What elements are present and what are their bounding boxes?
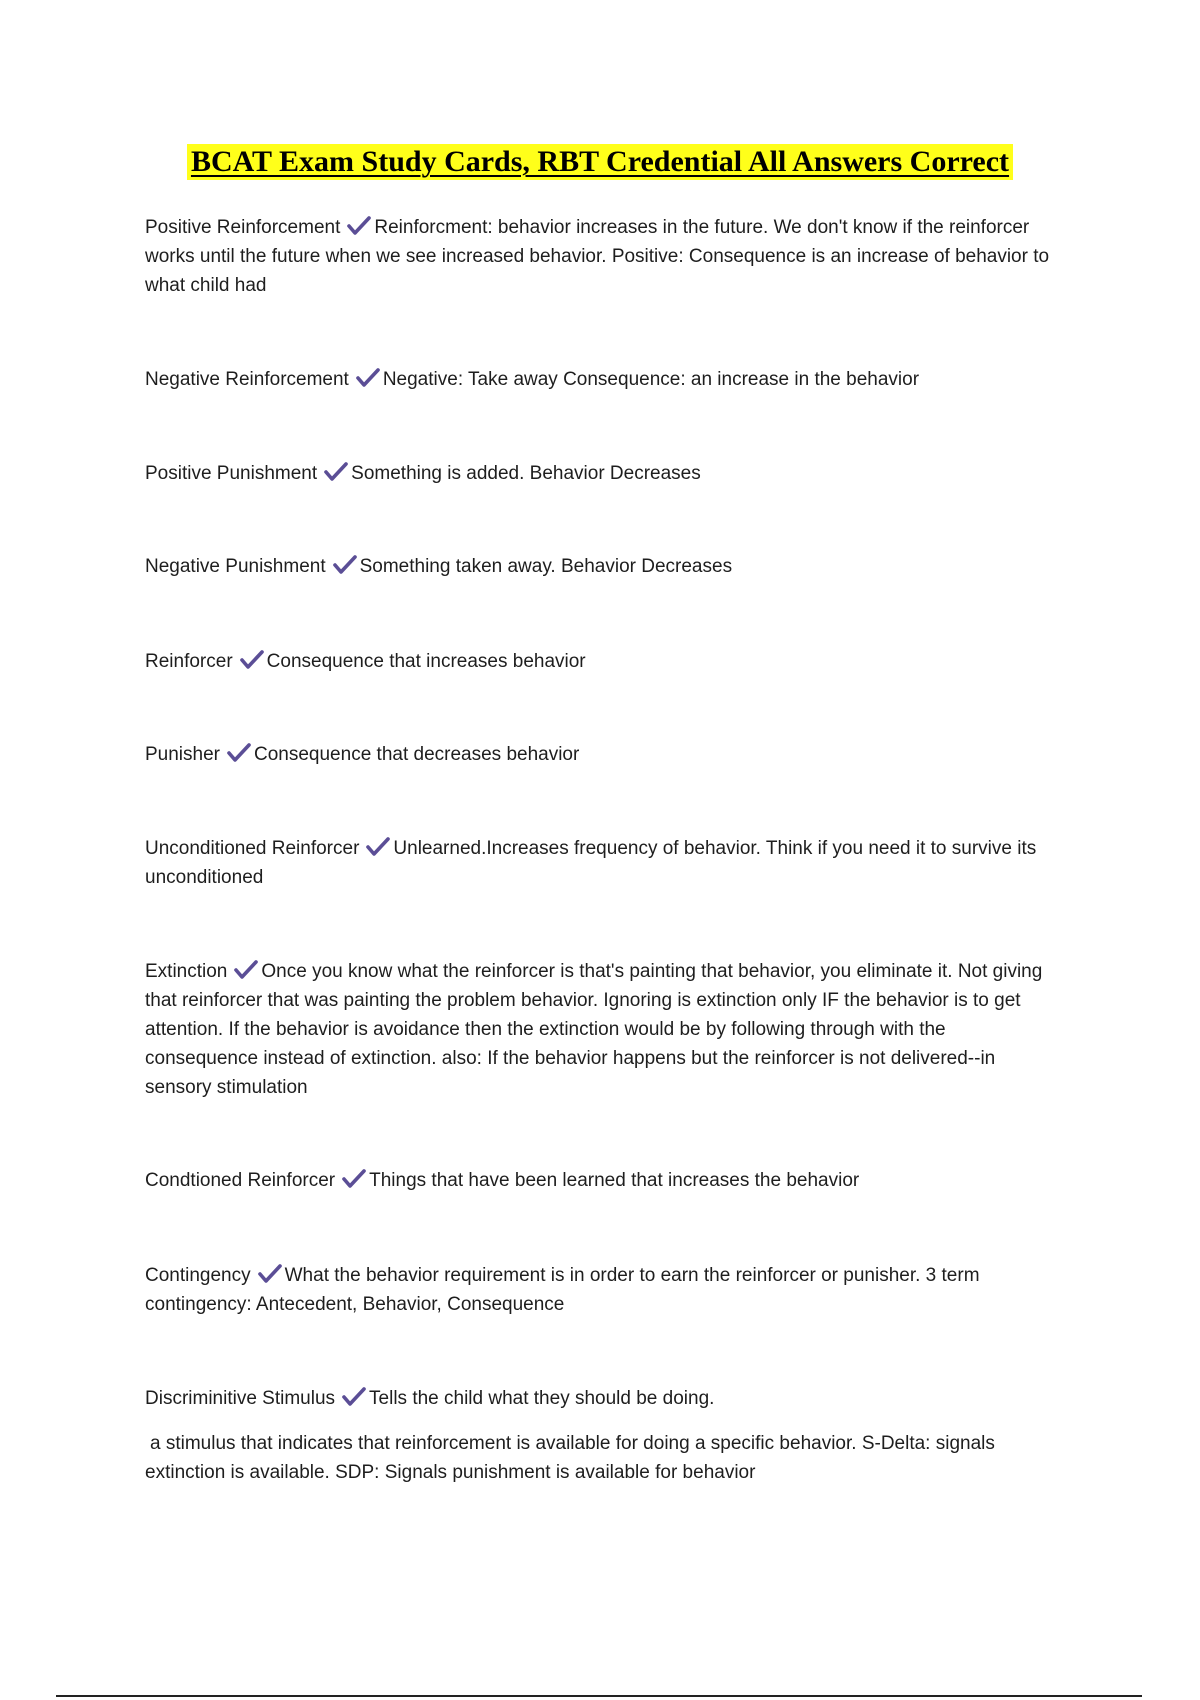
card-definition: Unlearned.Increases frequency of behavior. Think if you need it to survive its unconditioned (145, 838, 1037, 888)
card-term: Punisher (145, 744, 220, 765)
checkmark-icon (332, 555, 358, 575)
card-term: Negative Punishment (145, 556, 326, 577)
card-term: Unconditioned Reinforcer (145, 838, 360, 859)
card-term: Reinforcer (145, 651, 233, 672)
checkmark-icon (365, 837, 391, 857)
checkmark-icon (257, 1264, 283, 1284)
checkmark-icon (341, 1169, 367, 1189)
study-card (145, 1166, 1055, 1195)
card-definition: What the behavior requirement is in order to earn the reinforcer or punisher. 3 term contingency: Antecedent, Behavior, Consequence (145, 1265, 980, 1315)
card-term: Positive Punishment (145, 463, 318, 484)
title-container (0, 144, 1200, 180)
checkmark-icon (341, 1387, 367, 1407)
checkmark-icon (233, 960, 259, 980)
card-definition: Reinforcment: behavior increases in the future. We don't know if the reinforcer works until the future when we see increased behavior. Positive: Consequence is an increase of behavior to what child had (145, 217, 1050, 296)
card-definition: Negative: Take away Consequence: an increase in the behavior (382, 369, 920, 390)
card-definition: Something is added. Behavior Decreases (351, 463, 701, 484)
checkmark-icon (323, 462, 349, 482)
study-card (145, 1261, 1055, 1319)
card-term: Discriminitive Stimulus (145, 1388, 336, 1409)
study-card (145, 957, 1055, 1102)
card-term: Extinction (145, 961, 228, 982)
checkmark-icon (346, 216, 372, 236)
checkmark-icon (226, 743, 252, 763)
card-definition: Consequence that increases behavior (266, 651, 586, 672)
checkmark-icon (239, 650, 265, 670)
study-card (145, 552, 1055, 581)
study-card (145, 834, 1055, 892)
card-definition: Tells the child what they should be doing. (369, 1388, 715, 1409)
card-definition: Something taken away. Behavior Decreases (359, 556, 733, 577)
study-card (145, 213, 1055, 300)
card-definition: Once you know what the reinforcer is that's painting that behavior, you eliminate it. Not giving that reinforcer that was painting the problem behavior. Ignoring is extinction only IF the behavior is to get attention. If the behavior is avoidance then the extinction would be by following through with the consequence instead of extinction. also: If the behavior happens but the reinforcer is not delivered--in sensory stimulation (145, 961, 1043, 1098)
card-term: Positive Reinforcement (145, 217, 341, 238)
study-card (145, 647, 1055, 676)
study-card (145, 365, 1055, 394)
card-definition: Consequence that decreases behavior (254, 744, 580, 765)
card-definition: Things that have been learned that increases the behavior (369, 1170, 860, 1191)
study-card (145, 740, 1055, 769)
card-term: Negative Reinforcement (145, 369, 349, 390)
document-title: BCAT Exam Study Cards, RBT Credential All Answers Correct (187, 144, 1013, 180)
card-term: Condtioned Reinforcer (145, 1170, 336, 1191)
footer-divider (56, 1695, 1142, 1697)
card-continuation: a stimulus that indicates that reinforcement is available for doing a specific behavior. S-Delta: signals extinction is available. SDP: Signals punishment is available for behavior (145, 1433, 995, 1483)
study-card (145, 459, 1055, 488)
study-card (145, 1384, 1055, 1413)
checkmark-icon (355, 368, 381, 388)
card-term: Contingency (145, 1265, 251, 1286)
